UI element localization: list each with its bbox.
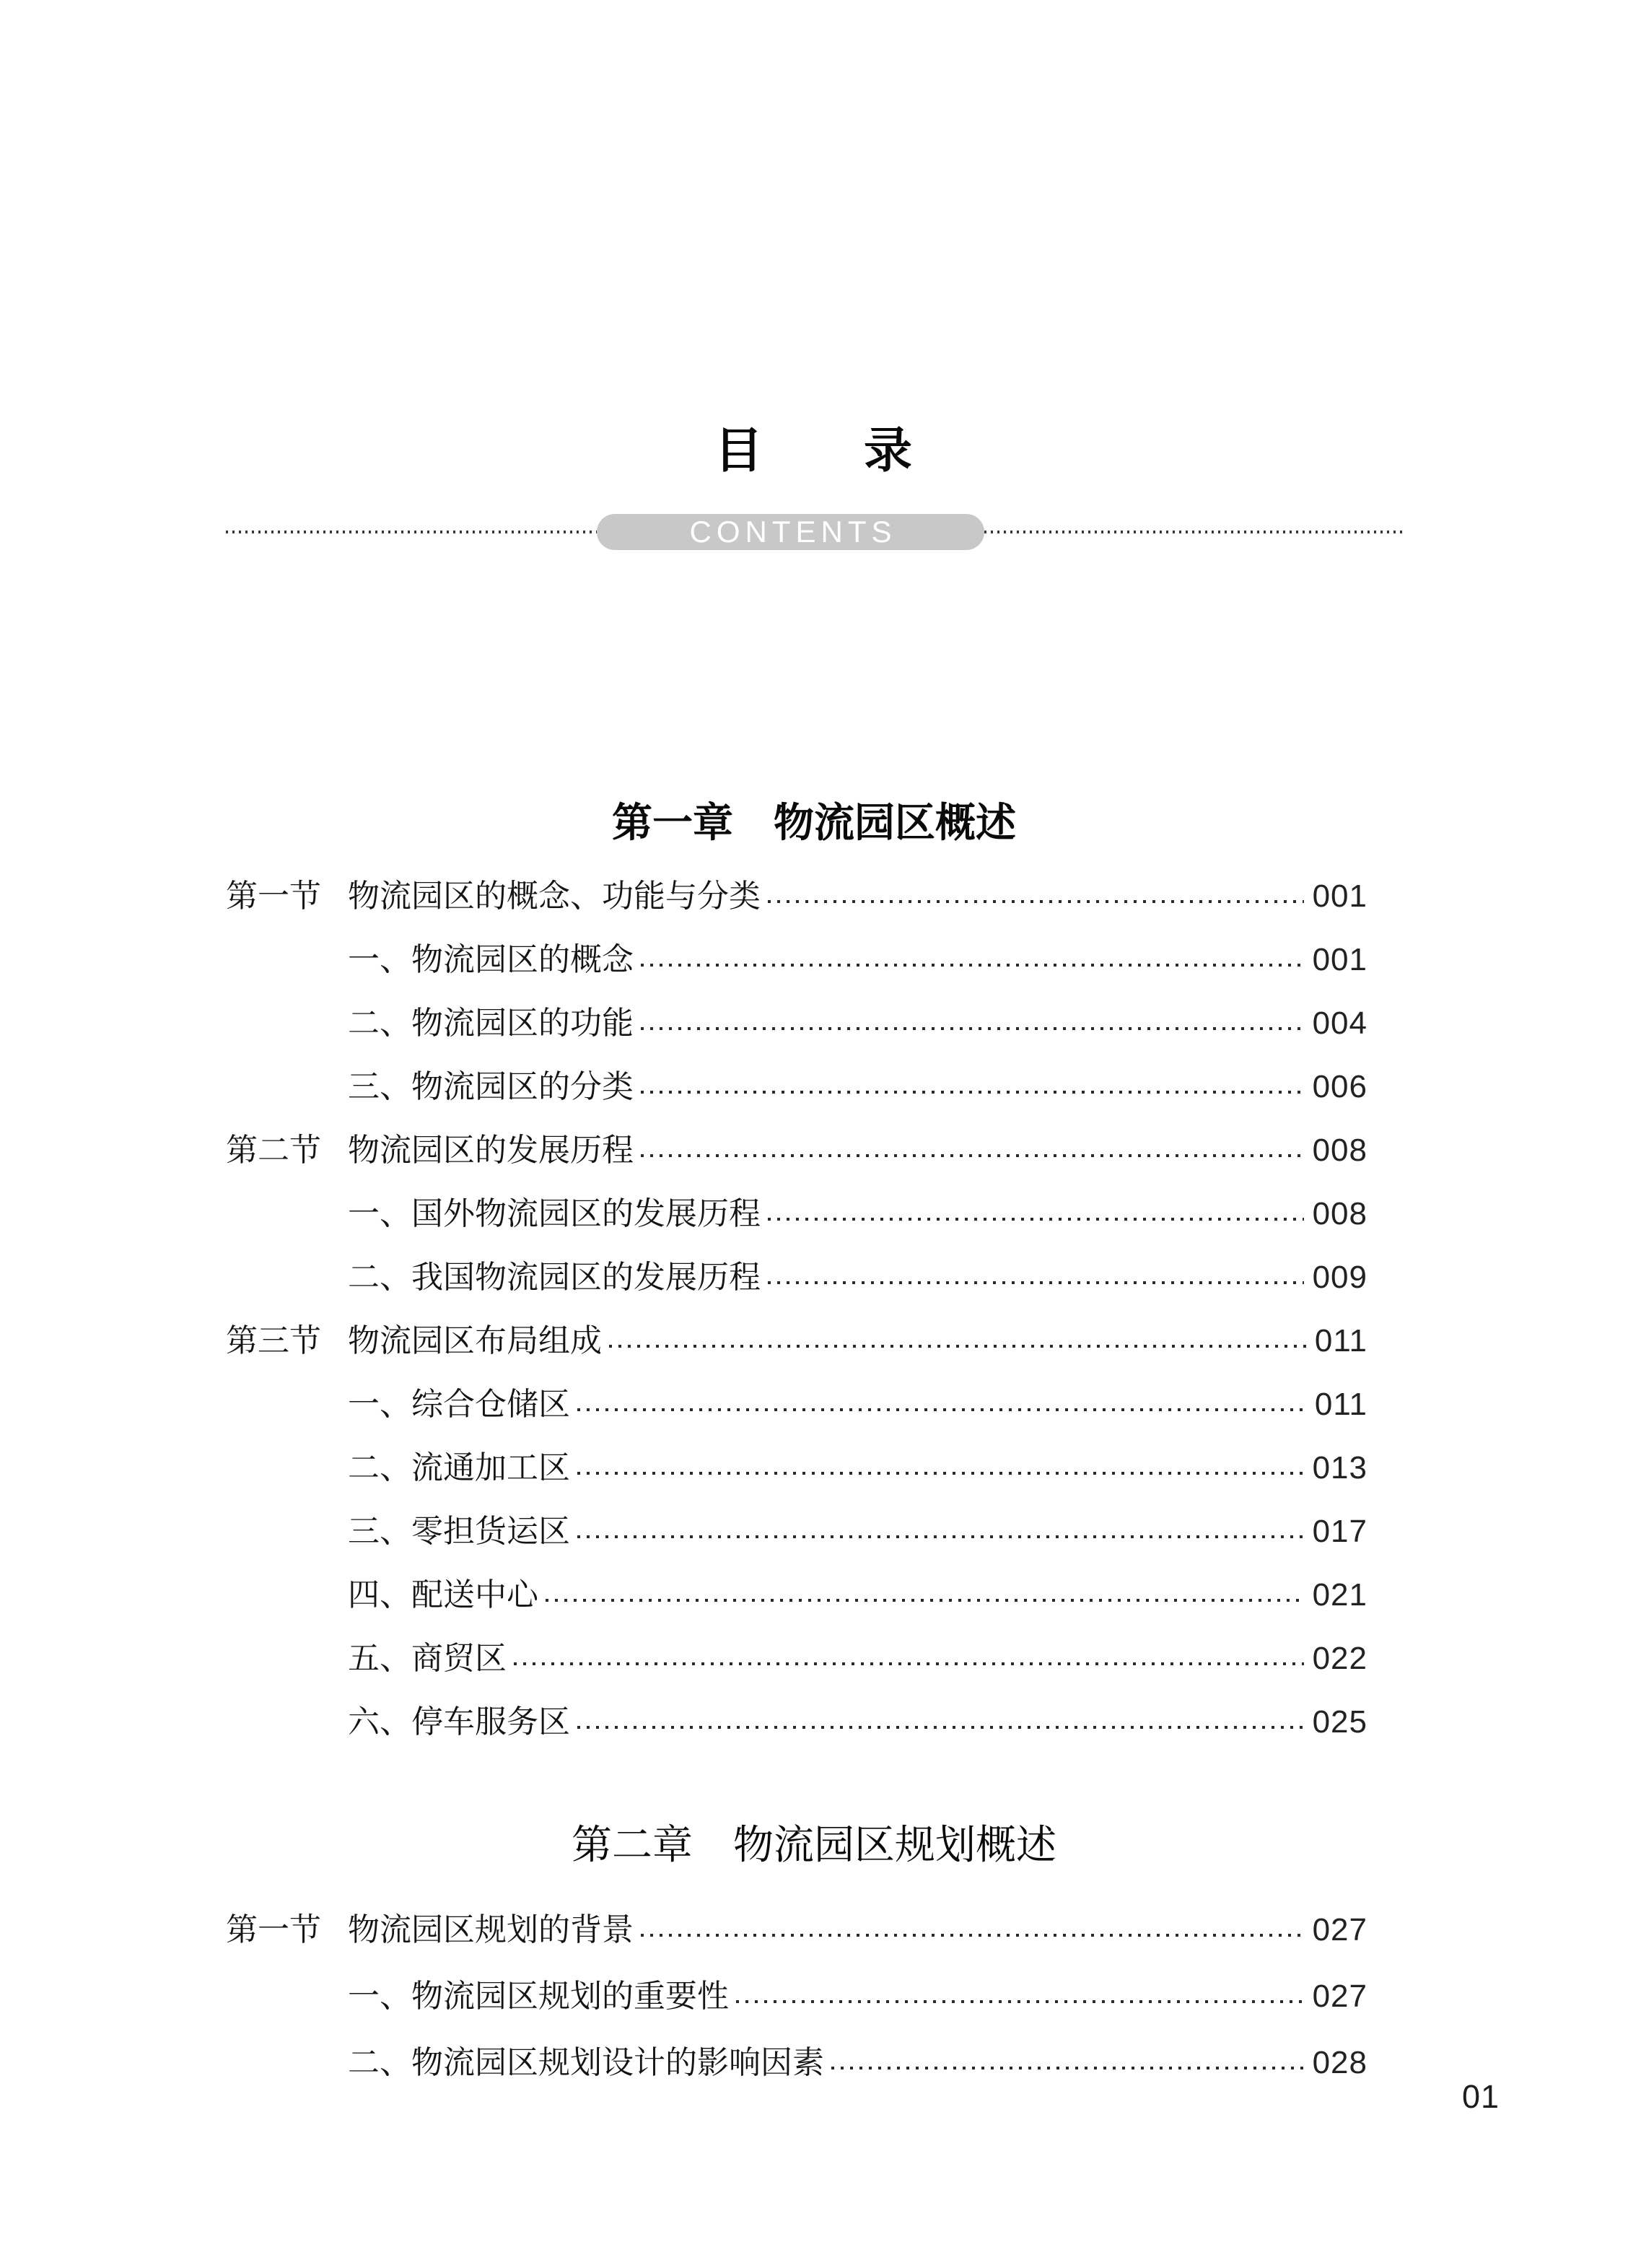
toc-page-number: 009 xyxy=(1312,1260,1367,1295)
toc-section-label: 第三节 xyxy=(226,1323,321,1358)
dotted-leader xyxy=(514,1662,1304,1665)
dotted-leader xyxy=(736,2000,1304,2003)
toc-entry xyxy=(226,1246,1367,1309)
toc-page-number: 001 xyxy=(1312,878,1367,914)
toc-entry xyxy=(226,1627,1367,1691)
toc-entry xyxy=(226,928,1367,992)
toc-entry-title: 五、商贸区 xyxy=(348,1641,507,1676)
contents-banner xyxy=(597,514,984,550)
dotted-leader xyxy=(641,1091,1304,1094)
toc-entry-title: 二、物流园区规划设计的影响因素 xyxy=(348,2045,824,2080)
toc-page-number: 027 xyxy=(1312,1979,1367,2014)
toc-entry-title: 一、物流园区规划的重要性 xyxy=(348,1979,729,2014)
dotted-leader xyxy=(831,2067,1304,2069)
chapter-2-heading: 第二章 物流园区规划概述 xyxy=(572,1822,1056,1867)
toc-page-number: 004 xyxy=(1312,1006,1367,1041)
toc-entry-title: 二、流通加工区 xyxy=(348,1450,570,1486)
divider-dotted-line-left xyxy=(226,531,597,533)
toc-entry-title: 物流园区的发展历程 xyxy=(348,1133,634,1168)
chapter-1-heading: 第一章 物流园区概述 xyxy=(612,801,1016,846)
toc-entry-title: 一、综合仓储区 xyxy=(348,1387,570,1422)
toc-page-number: 011 xyxy=(1314,1323,1367,1358)
toc-section-label: 第二节 xyxy=(226,1133,321,1168)
toc-page-number: 017 xyxy=(1312,1514,1367,1549)
toc-entry xyxy=(226,1309,1367,1373)
dotted-leader xyxy=(609,1345,1306,1348)
chapter-2-toc-list xyxy=(226,1897,1367,2096)
toc-entry xyxy=(226,1119,1367,1182)
toc-page-number: 022 xyxy=(1312,1641,1367,1676)
toc-entry xyxy=(226,992,1367,1055)
toc-entry xyxy=(226,1691,1367,1754)
toc-entry xyxy=(226,1963,1367,2030)
toc-entry-title: 三、物流园区的分类 xyxy=(348,1069,634,1104)
dotted-leader xyxy=(641,1934,1304,1937)
dotted-leader xyxy=(768,1281,1304,1284)
toc-entry-title: 三、零担货运区 xyxy=(348,1514,570,1549)
toc-page-number: 001 xyxy=(1312,942,1367,977)
toc-entry xyxy=(226,1182,1367,1246)
toc-entry xyxy=(226,1373,1367,1436)
toc-entry-title: 物流园区规划的背景 xyxy=(348,1912,634,1948)
toc-entry-title: 一、国外物流园区的发展历程 xyxy=(348,1196,761,1231)
toc-entry xyxy=(226,1436,1367,1500)
toc-entry-title: 物流园区的概念、功能与分类 xyxy=(348,878,761,914)
dotted-leader xyxy=(546,1599,1304,1602)
toc-section-label: 第一节 xyxy=(226,878,321,914)
toc-entry-title: 六、停车服务区 xyxy=(348,1704,570,1740)
page-number-footer: 01 xyxy=(1462,2078,1500,2115)
dotted-leader xyxy=(577,1535,1304,1538)
toc-entry-title: 二、物流园区的功能 xyxy=(348,1006,634,1041)
toc-entry-title: 一、物流园区的概念 xyxy=(348,942,634,977)
dotted-leader xyxy=(577,1408,1306,1411)
toc-entry-title: 二、我国物流园区的发展历程 xyxy=(348,1260,761,1295)
toc-entry xyxy=(226,1055,1367,1119)
toc-entry-title: 物流园区布局组成 xyxy=(348,1323,602,1358)
chapter-1-toc-list xyxy=(226,865,1367,1754)
toc-section-label: 第一节 xyxy=(226,1912,321,1948)
toc-entry xyxy=(226,1897,1367,1963)
dotted-leader xyxy=(577,1726,1304,1729)
divider-dotted-line-right xyxy=(984,531,1403,533)
toc-page-number: 021 xyxy=(1312,1577,1367,1613)
toc-page-number: 008 xyxy=(1312,1196,1367,1231)
toc-page-number: 006 xyxy=(1312,1069,1367,1104)
toc-page-number: 028 xyxy=(1312,2045,1367,2080)
toc-page-number: 013 xyxy=(1312,1450,1367,1486)
toc-entry-title: 四、配送中心 xyxy=(348,1577,538,1613)
toc-page-number: 027 xyxy=(1312,1912,1367,1948)
toc-page-number: 011 xyxy=(1314,1387,1367,1422)
contents-banner-label: CONTENTS xyxy=(689,515,897,549)
dotted-leader xyxy=(768,900,1304,903)
toc-entry xyxy=(226,1563,1367,1627)
dotted-leader xyxy=(641,964,1304,967)
toc-entry xyxy=(226,865,1367,928)
contents-divider xyxy=(226,514,1403,550)
toc-entry xyxy=(226,2030,1367,2096)
dotted-leader xyxy=(641,1027,1304,1030)
toc-page-number: 008 xyxy=(1312,1133,1367,1168)
toc-page-number: 025 xyxy=(1312,1704,1367,1740)
dotted-leader xyxy=(577,1472,1304,1475)
dotted-leader xyxy=(768,1218,1304,1221)
page-title: 目 录 xyxy=(714,424,914,478)
dotted-leader xyxy=(641,1154,1304,1157)
toc-entry xyxy=(226,1500,1367,1563)
